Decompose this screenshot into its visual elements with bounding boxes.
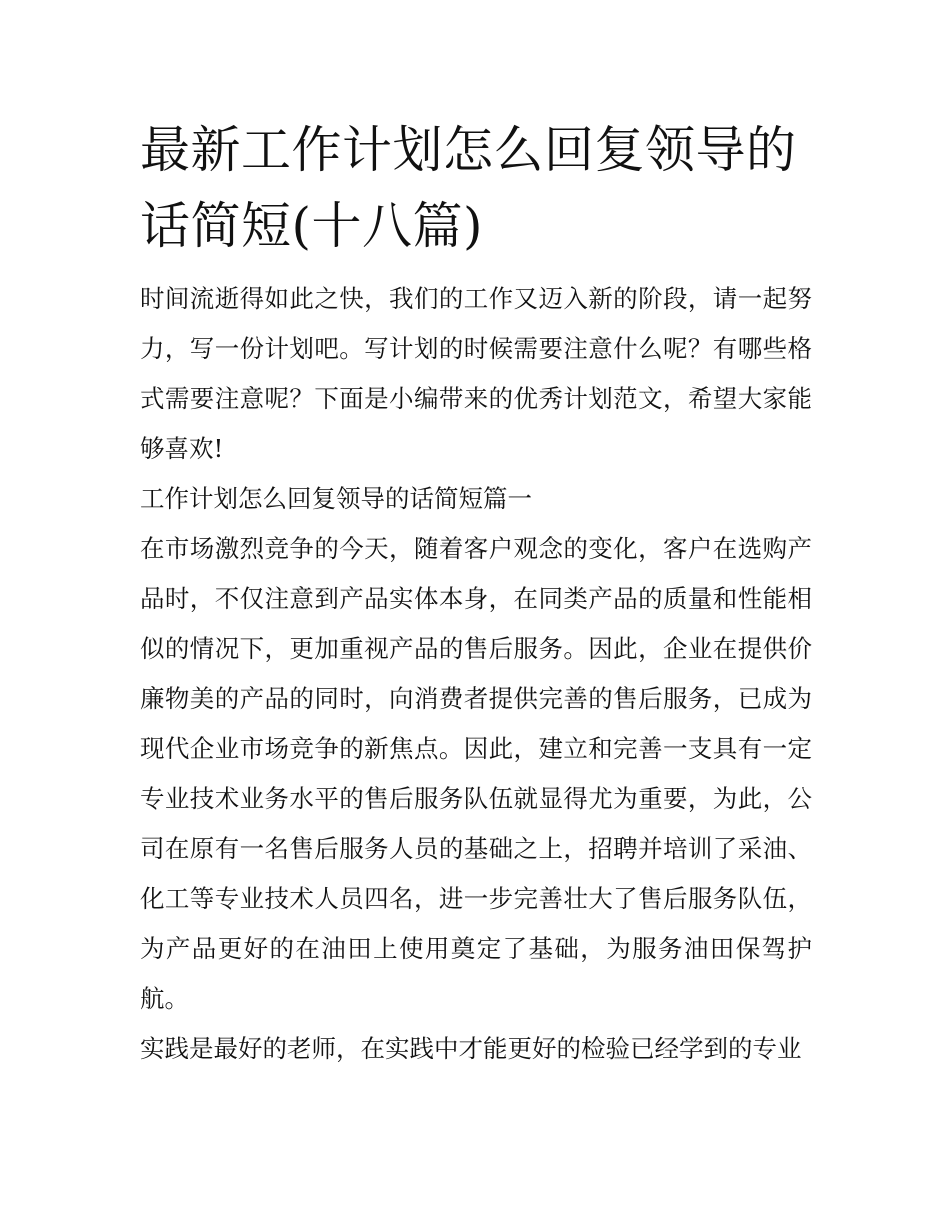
body-paragraph-2: 实践是最好的老师，在实践中才能更好的检验已经学到的专业	[140, 1034, 802, 1063]
section-heading: 工作计划怎么回复领导的话简短篇一	[140, 484, 532, 513]
body-paragraph-1: 在市场激烈竞争的今天，随着客户观念的变化，客户在选购产品时，不仅注意到产品实体本身，在同类产品的质量和性能相似的情况下，更加重视产品的售后服务。因此，企业在提供价廉物美的产品的同时，向消费者提供完善的售后服务，已成为现代企业市场竞争的新焦点。因此，建立和完善一支具有一定专业技术业务水平的售后服务队伍就显得尤为重要，为此，公司在原有一名售后服务人员的基础之上，招聘并培训了采油、化工等专业技术人员四名，进一步完善壮大了售后服务队伍，为产品更好的在油田上使用奠定了基础，为服务油田保驾护航。	[140, 534, 812, 1013]
document-title: 最新工作计划怎么回复领导的话简短(十八篇)	[140, 121, 797, 255]
document-page	[140, 112, 812, 1074]
intro-paragraph: 时间流逝得如此之快，我们的工作又迈入新的阶段，请一起努力，写一份计划吧。写计划的时候需要注意什么呢？有哪些格式需要注意呢？下面是小编带来的优秀计划范文，希望大家能够喜欢!	[140, 284, 812, 463]
